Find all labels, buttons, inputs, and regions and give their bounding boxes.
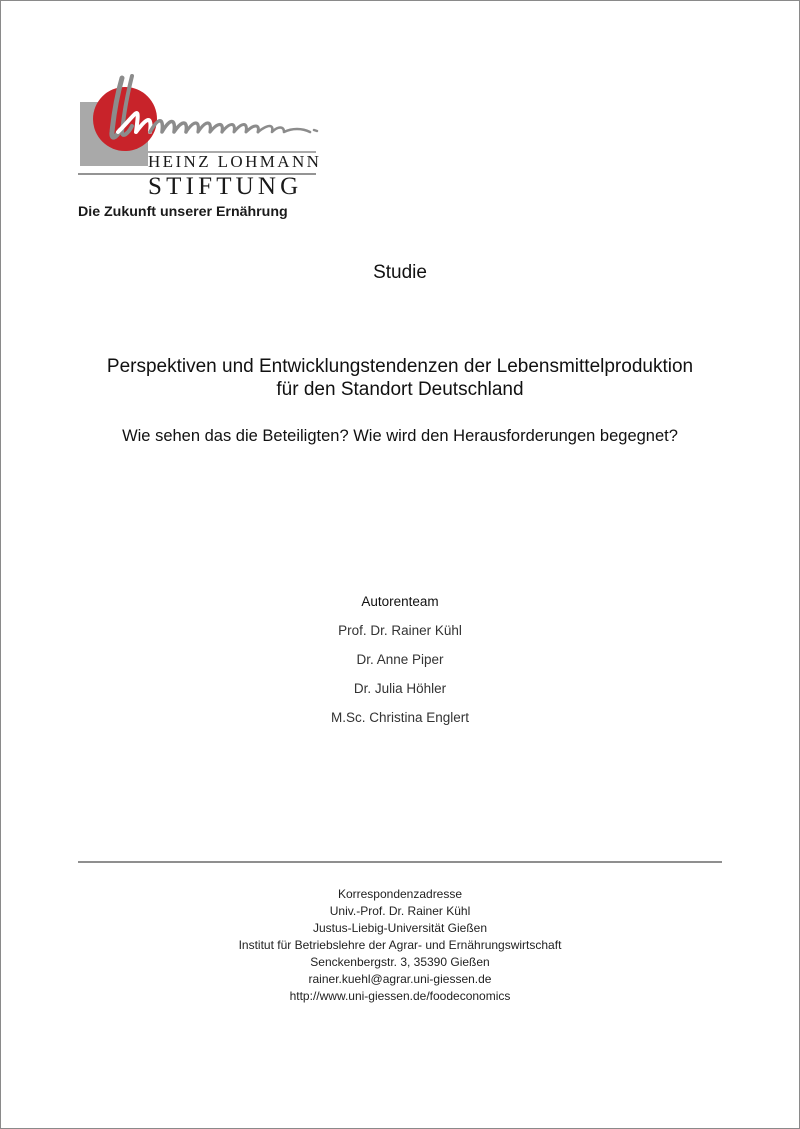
author-name: M.Sc. Christina Englert <box>330 710 470 725</box>
document-title <box>0 355 800 401</box>
document-type: Studie <box>373 262 427 283</box>
section-divider <box>78 861 722 863</box>
document-subtitle: Wie sehen das die Beteiligten? Wie wird den Herausforderungen begegnet? <box>122 427 678 445</box>
correspondence-institute: Institut für Betriebslehre der Agrar- und Ernährungswirtschaft <box>238 938 562 952</box>
author-name: Dr. Julia Höhler <box>353 681 447 696</box>
author-name: Dr. Anne Piper <box>356 652 444 667</box>
authors-heading: Autorenteam <box>361 594 439 609</box>
logo-tagline: Die Zukunft unserer Ernährung <box>78 204 288 220</box>
correspondence-university: Justus-Liebig-Universität Gießen <box>312 921 488 935</box>
title-line-2: für den Standort Deutschland <box>276 379 524 400</box>
correspondence-address: Senckenbergstr. 3, 35390 Gießen <box>310 955 490 969</box>
logo-name: HEINZ LOHMANN <box>148 152 322 171</box>
correspondence-name: Univ.-Prof. Dr. Rainer Kühl <box>329 904 471 918</box>
foundation-logo <box>78 72 328 222</box>
correspondence-email-link[interactable]: rainer.kuehl@agrar.uni-giessen.de <box>308 972 492 986</box>
logo-stiftung: STIFTUNG <box>148 173 303 200</box>
correspondence-website-link[interactable]: http://www.uni-giessen.de/foodeconomics <box>289 989 511 1003</box>
author-name: Prof. Dr. Rainer Kühl <box>338 623 462 638</box>
title-line-1: Perspektiven und Entwicklungstendenzen der Lebensmittelproduktion <box>106 356 694 377</box>
correspondence-heading: Korrespondenzadresse <box>337 887 463 901</box>
